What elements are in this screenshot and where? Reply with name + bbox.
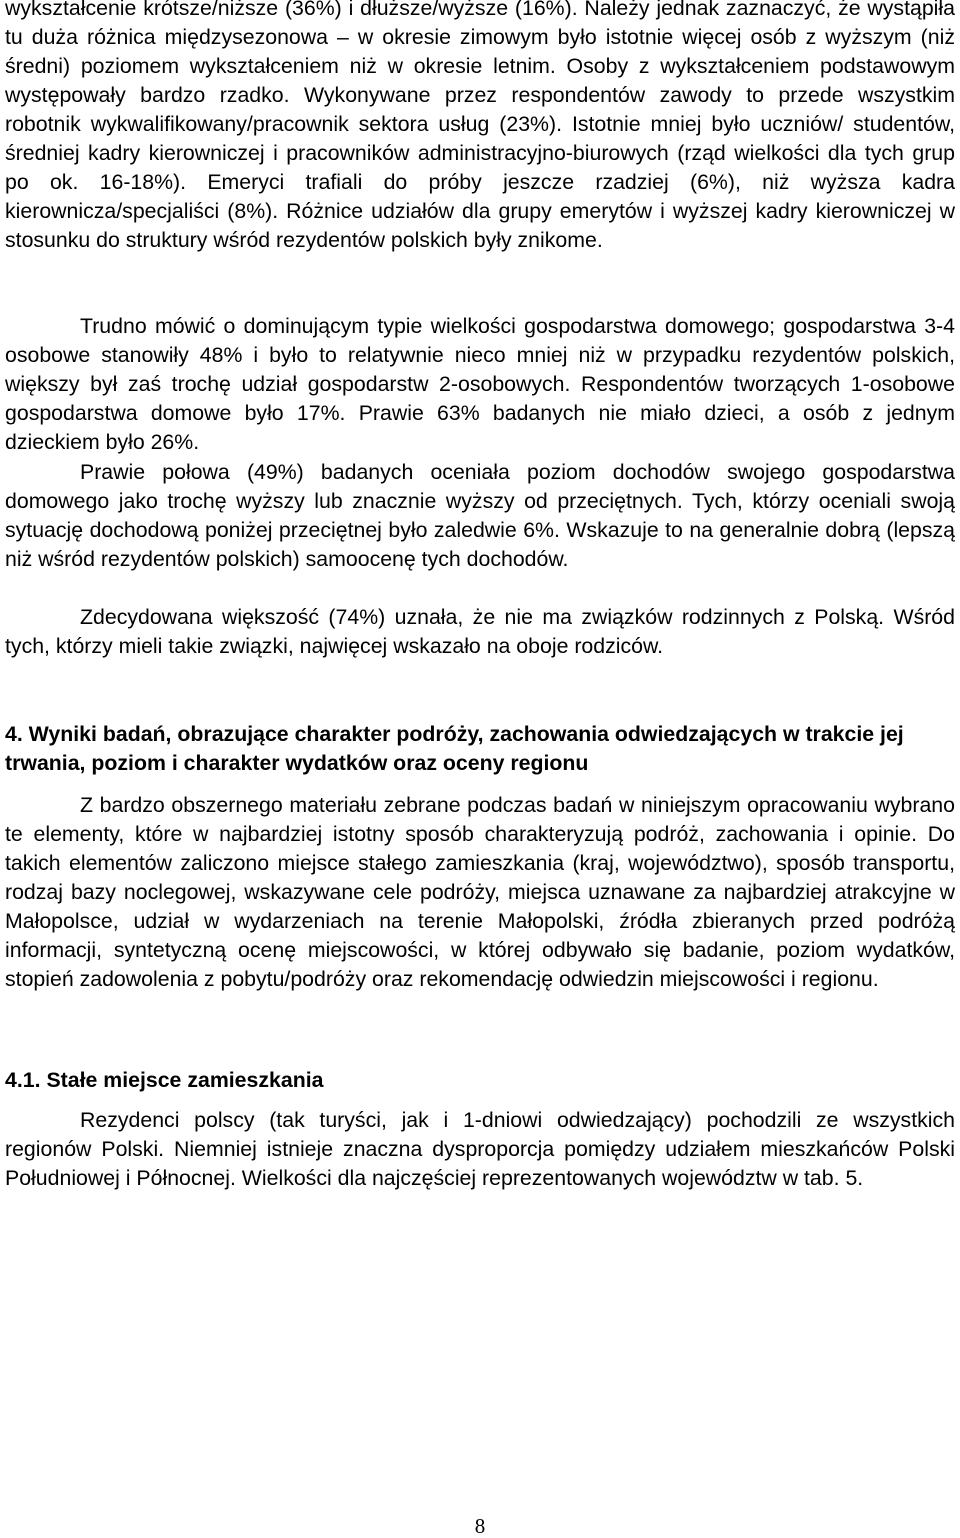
section-heading-4: 4. Wyniki badań, obrazujące charakter podróży, zachowania odwiedzających w trakcie jej trwania, poziom i charakter wydatków oraz oceny regionu bbox=[5, 722, 904, 775]
paragraph-family-ties: Zdecydowana większość (74%) uznała, że nie ma związków rodzinnych z Polską. Wśród tych, którzy mieli takie związki, najwięcej wskazało na oboje rodziców. bbox=[5, 605, 955, 658]
section-heading-4-1: 4.1. Stałe miejsce zamieszkania bbox=[5, 1068, 324, 1092]
paragraph-education: wykształcenie krótsze/niższe (36%) i dłuższe/wyższe (16%). Należy jednak zaznaczyć, że wystąpiła tu duża różnica międzysezonowa – w okresie zimowym było istotnie więcej osób z wyższym (niż średni) poziomem wykształceniem niż w okresie letnim. Osoby z wykształceniem podstawowym występowały bardzo rzadko. Wykonywane przez respondentów zawody to przede wszystkim robotnik wykwalifikowany/pracownik sektora usług (23%). Istotnie mniej było uczniów/ studentów, średniej kadry kierowniczej i pracowników administracyjno-biurowych (rząd wielkości dla tych grup po ok. 16-18%). Emeryci trafiali do próby jeszcze rzadziej (6%), niż wyższa kadra kierownicza/specjaliści (8%). Różnice udziałów dla grupy emerytów i wyższej kadry kierowniczej w stosunku do struktury wśród rezydentów polskich były znikome. bbox=[5, 0, 955, 252]
paragraph-methodology: Z bardzo obszernego materiału zebrane podczas badań w niniejszym opracowaniu wybrano te elementy, które w najbardziej istotny sposób charakteryzują podróż, zachowania i opinie. Do takich elementów zaliczono miejsce stałego zamieszkania (kraj, województwo), sposób transportu, rodzaj bazy noclegowej, wskazywane cele podróży, miejsca uznawane za najbardziej atrakcyjne w Małopolsce, udział w wydarzeniach na terenie Małopolski, źródła zbieranych przed podróżą informacji, syntetyczną ocenę miejscowości, w której odbywało się badanie, poziom wydatków, stopień zadowolenia z pobytu/podróży oraz rekomendację odwiedzin miejscowości i regionu. bbox=[5, 793, 955, 991]
paragraph-household-size: Trudno mówić o dominującym typie wielkości gospodarstwa domowego; gospodarstwa 3-4 osobowe stanowiły 48% i było to relatywnie nieco mniej niż w przypadku rezydentów polskich, większy był zaś trochę udział gospodarstw 2-osobowych. Respondentów tworzących 1-osobowe gospodarstwa domowe było 17%. Prawie 63% badanych nie miało dzieci, a osób z jednym dzieckiem było 26%. bbox=[5, 314, 955, 454]
page-number: 8 bbox=[474, 1514, 486, 1538]
paragraph-income: Prawie połowa (49%) badanych oceniała poziom dochodów swojego gospodarstwa domowego jako trochę wyższy lub znacznie wyższy od przeciętnych. Tych, którzy oceniali swoją sytuację dochodową poniżej przeciętnej było zaledwie 6%. Wskazuje to na generalnie dobrą (lepszą niż wśród rezydentów polskich) samoocenę tych dochodów. bbox=[5, 460, 955, 571]
paragraph-residence: Rezydenci polscy (tak turyści, jak i 1-dniowi odwiedzający) pochodzili ze wszystkich regionów Polski. Niemniej istnieje znaczna dysproporcja pomiędzy udziałem mieszkańców Polski Południowej i Północnej. Wielkości dla najczęściej reprezentowanych województw w tab. 5. bbox=[5, 1108, 955, 1190]
